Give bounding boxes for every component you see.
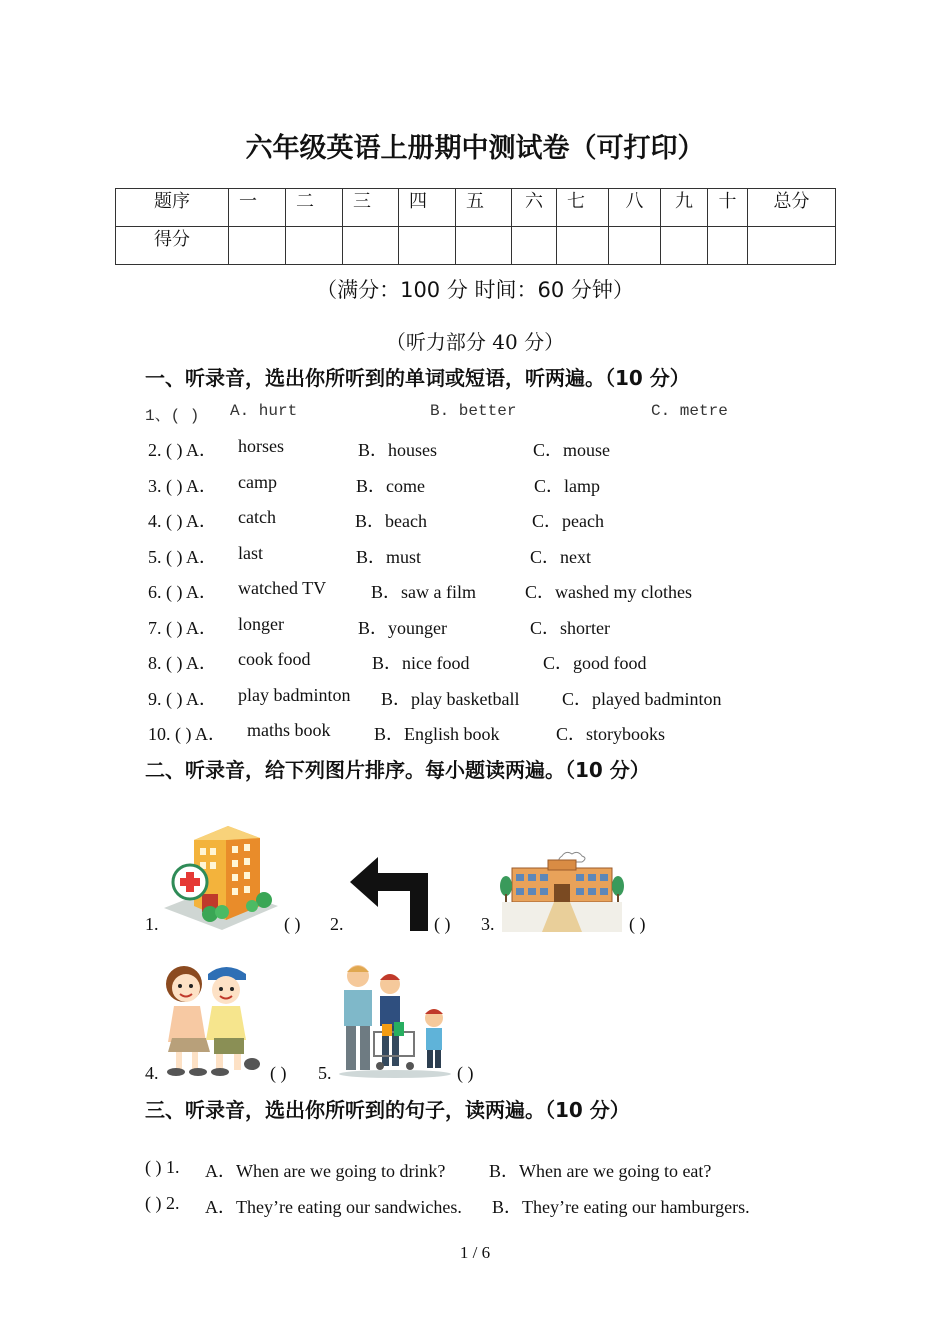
score-table-header-row — [116, 189, 836, 227]
question-number: 8. ( ) A． — [148, 653, 217, 673]
score-input-cell[interactable] — [456, 227, 512, 265]
score-table — [115, 188, 836, 265]
option-a[interactable]: A．They’re eating our sandwiches. — [205, 1197, 462, 1217]
score-table-score-row — [116, 227, 836, 265]
listening-part-label: （听力部分 40 分） — [385, 330, 565, 354]
hospital-picture — [160, 822, 280, 934]
option-c[interactable]: C. metre — [651, 402, 728, 420]
option-b[interactable]: B．English book — [374, 724, 500, 744]
picture-label: 1. — [145, 914, 159, 934]
answer-blank[interactable]: ( ) — [457, 1063, 474, 1083]
question-number: 1、( ) — [145, 407, 200, 425]
answer-blank[interactable]: ( ) — [270, 1063, 287, 1083]
table-cell: 四 — [399, 189, 456, 227]
picture-label: 2. — [330, 914, 344, 934]
table-cell: 得分 — [116, 227, 229, 265]
table-cell: 一 — [229, 189, 286, 227]
question-number: 4. ( ) A． — [148, 511, 217, 531]
option-a[interactable]: camp — [238, 472, 277, 492]
option-a[interactable]: A．When are we going to drink? — [205, 1161, 446, 1181]
turn-left-arrow-icon — [348, 855, 432, 931]
table-cell: 十 — [708, 189, 748, 227]
option-c[interactable]: C．next — [530, 547, 591, 567]
option-b[interactable]: B．come — [356, 476, 425, 496]
answer-blank[interactable]: ( ) — [284, 914, 301, 934]
option-c[interactable]: C．storybooks — [556, 724, 666, 744]
option-c[interactable]: C．good food — [543, 653, 647, 673]
option-a[interactable]: play badminton — [238, 685, 351, 705]
option-a[interactable]: watched TV — [238, 578, 327, 598]
exam-info: （满分：100 分 时间：60 分钟） — [316, 278, 634, 302]
table-cell: 总分 — [748, 189, 836, 227]
score-input-cell[interactable] — [512, 227, 557, 265]
page-title: 六年级英语上册期中测试卷（可打印） — [245, 133, 705, 164]
option-b[interactable]: B．They’re eating our hamburgers. — [492, 1197, 750, 1217]
option-b[interactable]: B．When are we going to eat? — [489, 1161, 712, 1181]
table-cell: 六 — [512, 189, 557, 227]
option-a[interactable]: maths book — [247, 720, 331, 740]
option-b[interactable]: B．saw a film — [371, 582, 476, 602]
score-input-cell[interactable] — [343, 227, 399, 265]
school-picture — [498, 848, 626, 932]
shopping-family-picture — [336, 962, 454, 1080]
score-input-cell[interactable] — [229, 227, 286, 265]
question-number: 2. ( ) A． — [148, 440, 217, 460]
section1-heading: 一、听录音，选出你所听到的单词或短语，听两遍。（10 分） — [145, 366, 690, 390]
option-c[interactable]: C．played badminton — [562, 689, 722, 709]
option-a[interactable]: horses — [238, 436, 284, 456]
picture-label: 3. — [481, 914, 495, 934]
section3-heading: 三、听录音，选出你所听到的句子，读两遍。（10 分） — [145, 1098, 630, 1122]
children-picture — [162, 960, 268, 1080]
table-cell: 题序 — [116, 189, 229, 227]
score-input-cell[interactable] — [609, 227, 661, 265]
table-cell: 八 — [609, 189, 661, 227]
option-b[interactable]: B．younger — [358, 618, 447, 638]
option-c[interactable]: C．washed my clothes — [525, 582, 692, 602]
option-a[interactable]: last — [238, 543, 263, 563]
option-b[interactable]: B．play basketball — [381, 689, 520, 709]
score-input-cell[interactable] — [557, 227, 609, 265]
option-c[interactable]: C．mouse — [533, 440, 611, 460]
question-number: 5. ( ) A． — [148, 547, 217, 567]
table-cell: 七 — [557, 189, 609, 227]
score-input-cell[interactable] — [748, 227, 836, 265]
page-number: 1 / 6 — [459, 1243, 491, 1262]
option-b[interactable]: B．beach — [355, 511, 427, 531]
score-input-cell[interactable] — [286, 227, 343, 265]
answer-blank[interactable]: ( ) — [629, 914, 646, 934]
option-b[interactable]: B．houses — [358, 440, 438, 460]
question-number: 9. ( ) A． — [148, 689, 217, 709]
table-cell: 九 — [661, 189, 708, 227]
option-b[interactable]: B. better — [430, 402, 517, 420]
option-a[interactable]: catch — [238, 507, 276, 527]
option-b[interactable]: B．nice food — [372, 653, 470, 673]
option-c[interactable]: C．lamp — [534, 476, 600, 496]
option-a[interactable]: cook food — [238, 649, 311, 669]
table-cell: 二 — [286, 189, 343, 227]
score-input-cell[interactable] — [399, 227, 456, 265]
option-a[interactable]: longer — [238, 614, 284, 634]
option-b[interactable]: B．must — [356, 547, 422, 567]
table-cell: 三 — [343, 189, 399, 227]
answer-blank[interactable]: ( ) — [434, 914, 451, 934]
score-input-cell[interactable] — [661, 227, 708, 265]
answer-blank[interactable]: ( ) 1. — [145, 1157, 180, 1177]
answer-blank[interactable]: ( ) 2. — [145, 1193, 180, 1213]
question-number: 7. ( ) A． — [148, 618, 217, 638]
section2-heading: 二、听录音，给下列图片排序。每小题读两遍。（10 分） — [145, 758, 650, 782]
score-input-cell[interactable] — [708, 227, 748, 265]
option-a[interactable]: A. hurt — [230, 402, 298, 420]
question-number: 6. ( ) A． — [148, 582, 217, 602]
option-c[interactable]: C．shorter — [530, 618, 610, 638]
question-number: 3. ( ) A． — [148, 476, 217, 496]
table-cell: 五 — [456, 189, 512, 227]
question-number: 10. ( ) A． — [148, 724, 226, 744]
picture-label: 4. — [145, 1063, 159, 1083]
option-c[interactable]: C．peach — [532, 511, 604, 531]
picture-label: 5. — [318, 1063, 332, 1083]
